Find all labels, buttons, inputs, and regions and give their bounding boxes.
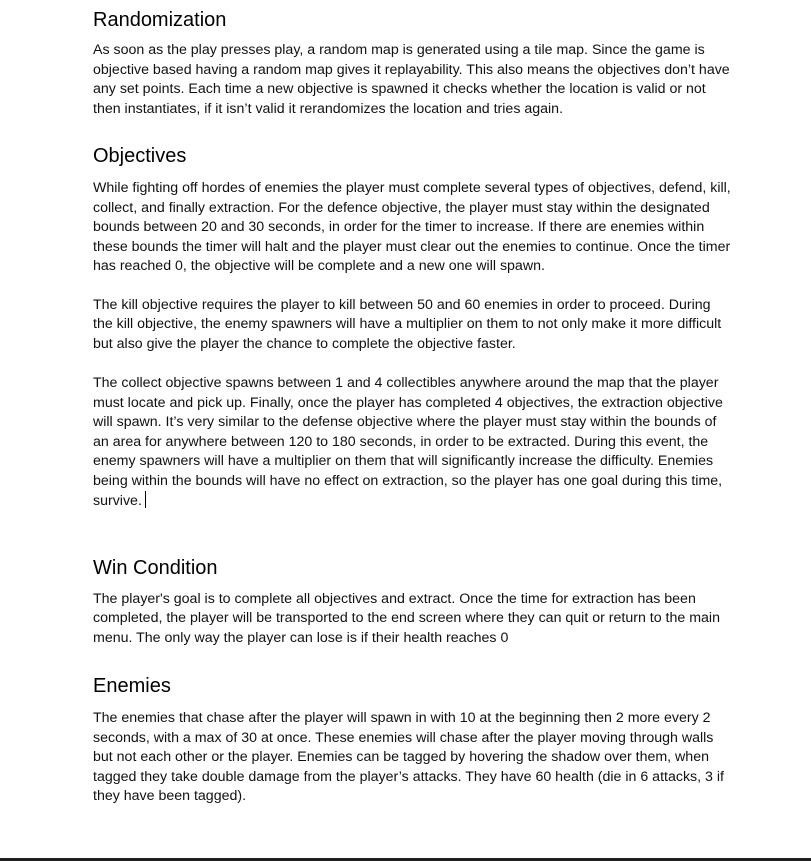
section-heading-win-condition: Win Condition	[93, 556, 218, 579]
paragraph-win-condition: The player's goal is to complete all objectives and extract. Once the time for extraction has been completed, the player will be transported to the end screen where they can quit or return to the main menu. The only way the player can lose is if their health reaches 0	[93, 590, 720, 646]
text-cursor	[145, 491, 147, 508]
paragraph-objectives-collect-extract	[93, 374, 733, 512]
section-heading-objectives: Objectives	[93, 145, 187, 167]
section-heading-randomization: Randomization	[93, 9, 227, 31]
paragraph-randomization: As soon as the play presses play, a random map is generated using a tile map. Since the game is objective based having a random map gives it replayability. This also means the objectives don’t have any set points. Each time a new objective is spawned it checks whether the location is valid or not then instantiates, if it isn’t valid it rerandomizes the location and tries again.	[93, 42, 730, 117]
paragraph-objectives-kill: The kill objective requires the player to kill between 50 and 60 enemies in order to proceed. During the kill objective, the enemy spawners will have a multiplier on them to not only make it more difficult but also give the player the chance to complete the objective faster.	[93, 296, 722, 352]
section-heading-enemies: Enemies	[93, 675, 171, 697]
paragraph-enemies: The enemies that chase after the player will spawn in with 10 at the beginning then 2 more every 2 seconds, with a max of 30 at once. These enemies will chase after the player moving through walls but not each other or the player. Enemies can be tagged by hovering the shadow over them, when tagged they take double damage from the player’s attacks. They have 60 health (die in 6 attacks, 3 if they have been tagged).	[93, 710, 724, 804]
paragraph-objectives-defend: While fighting off hordes of enemies the player must complete several types of objectives, defend, kill, collect, and finally extraction. For the defence objective, the player must stay within the designated bounds between 20 and 30 seconds, in order for the timer to increase. If there are enemies within these bounds the timer will halt and the player must clear out the enemies to continue. Once the timer has reached 0, the objective will be complete and a new one will spawn.	[93, 180, 731, 274]
paragraph-text: The collect objective spawns between 1 and 4 collectibles anywhere around the map that the player must locate and pick up. Finally, once the player has completed 4 objectives, the extraction objective will spawn. It’s very similar to the defense objective where the player must stay within the bounds of an area for anywhere between 120 to 180 seconds, in order to be extracted. During this event, the enemy spawners will have a multiplier on them that will significantly increase the difficulty. Enemies being within the bounds will have no effect on extraction, so the player has one goal during this time, survive.	[93, 375, 723, 509]
document-page	[93, 0, 733, 807]
